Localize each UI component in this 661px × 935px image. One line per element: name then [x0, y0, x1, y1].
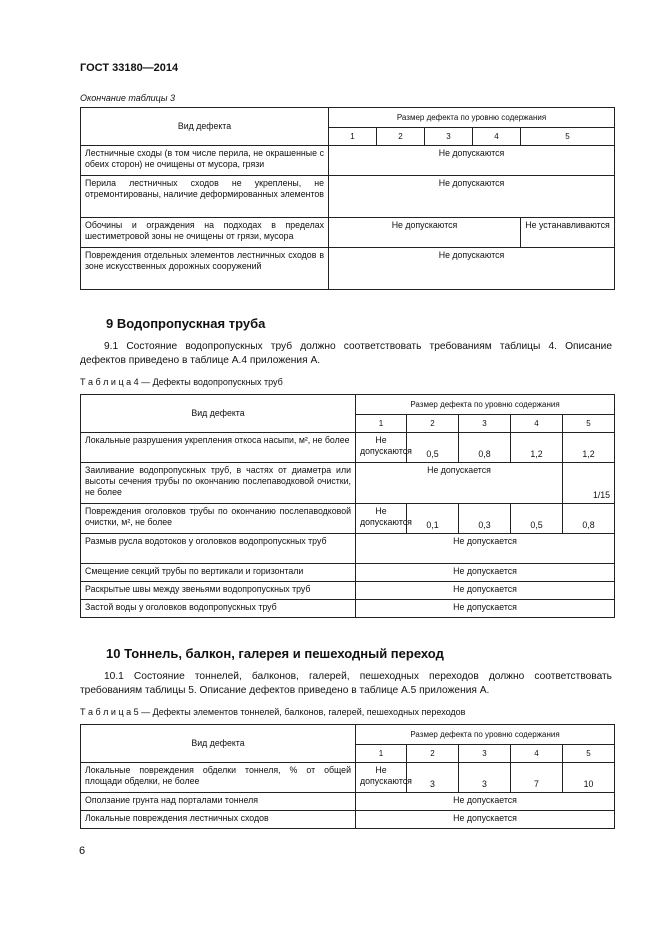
table3-row4-defect: Повреждения отдельных элементов лестничных сходов в зоне искусственных дорожных сооружений [81, 248, 329, 290]
table5-row1-v5: 10 [563, 763, 615, 793]
table4-row2-defect: Заиливание водопропускных труб, в частях от диаметра или высоты сечения трубы по окончанию послепаводковой очистки, не более [81, 463, 356, 504]
table5-row1-v2: 3 [407, 763, 459, 793]
table5-row2-value: Не допускается [356, 793, 615, 811]
table-row [81, 463, 615, 504]
section10-heading: 10 Тоннель, балкон, галерея и пешеходный переход [106, 646, 444, 661]
table5-header-size: Размер дефекта по уровню содержания [356, 725, 615, 745]
table5-row3-value: Не допускается [356, 811, 615, 829]
table4-row3-v3: 0,3 [459, 504, 511, 534]
table-row [81, 600, 615, 618]
table3-row2-value: Не допускаются [329, 176, 615, 218]
section9-heading: 9 Водопропускная труба [106, 316, 266, 331]
table4-row3-defect: Повреждения оголовков трубы по окончанию послепаводковой очистки, м², не более [81, 504, 356, 534]
table4 [80, 394, 615, 618]
table5-level-4: 4 [511, 745, 563, 763]
table3-header-defect: Вид дефекта [81, 108, 329, 146]
table-row [81, 534, 615, 564]
table-row [81, 811, 615, 829]
table4-row3-v5: 0,8 [563, 504, 615, 534]
table-row [81, 176, 615, 218]
table3-row3-defect: Обочины и ограждения на подходах в пределах шестиметровой зоны не очищены от грязи, мусора [81, 218, 329, 248]
table5-row1-defect: Локальные повреждения обделки тоннеля, % от общей площади обделки, не более [81, 763, 356, 793]
table4-row7-defect: Застой воды у оголовков водопропускных труб [81, 600, 356, 618]
table4-row7-value: Не допускается [356, 600, 615, 618]
table3-row1-value: Не допускаются [329, 146, 615, 176]
page-number: 6 [79, 845, 86, 857]
table-row [81, 763, 615, 793]
table4-row1-defect: Локальные разрушения укрепления откоса насыпи, м², не более [81, 433, 356, 463]
table4-row5-defect: Смещение секций трубы по вертикали и горизонтали [81, 564, 356, 582]
table5-row2-defect: Оползание грунта над порталами тоннеля [81, 793, 356, 811]
table4-row1-v5: 1,2 [563, 433, 615, 463]
table4-row3-v1: Не допускаются [356, 504, 407, 534]
table4-row4-value: Не допускается [356, 534, 615, 564]
table4-row2-v14: Не допускается [356, 463, 563, 504]
table4-row3-v2: 0,1 [407, 504, 459, 534]
table3-row2-defect: Перила лестничных сходов не укреплены, не отремонтированы, наличие деформированных элементов [81, 176, 329, 218]
section10-paragraph: 10.1 Состояние тоннелей, балконов, галерей, пешеходных переходов должно соответствовать требованиям таблицы 5. Описание дефектов приведено в таблице А.5 приложения А. [80, 671, 612, 696]
table4-row1-v4: 1,2 [511, 433, 563, 463]
table5-row1-v4: 7 [511, 763, 563, 793]
table4-header-size: Размер дефекта по уровню содержания [356, 395, 615, 415]
table4-row6-value: Не допускается [356, 582, 615, 600]
table5-row1-v3: 3 [459, 763, 511, 793]
table4-row3-v4: 0,5 [511, 504, 563, 534]
table3-caption: Окончание таблицы 3 [80, 93, 175, 103]
section9-paragraph: 9.1 Состояние водопропускных труб должно соответствовать требованиям таблицы 4. Описание дефектов приведено в таблице А.4 приложения А. [80, 341, 612, 366]
table3-level-4: 4 [473, 128, 521, 146]
table5-caption: Т а б л и ц а 5 — Дефекты элементов тоннелей, балконов, галерей, пешеходных переходов [80, 707, 466, 717]
table5-row1-v1: Не допускаются [356, 763, 407, 793]
table3-level-1: 1 [329, 128, 377, 146]
table4-row1-v3: 0,8 [459, 433, 511, 463]
table3-level-2: 2 [377, 128, 425, 146]
table5-header-defect: Вид дефекта [81, 725, 356, 763]
table-row [81, 433, 615, 463]
table4-level-4: 4 [511, 415, 563, 433]
table5-level-5: 5 [563, 745, 615, 763]
table3-row3-value5: Не устанавливаются [521, 218, 615, 248]
table3-row4-value: Не допускаются [329, 248, 615, 290]
table3-level-3: 3 [425, 128, 473, 146]
table3-row1-defect: Лестничные сходы (в том числе перила, не окрашенные с обеих сторон) не очищены от мусора, грязи [81, 146, 329, 176]
table-row [81, 582, 615, 600]
table3-row3-value: Не допускаются [329, 218, 521, 248]
table4-level-5: 5 [563, 415, 615, 433]
table-row [81, 146, 615, 176]
table5-level-2: 2 [407, 745, 459, 763]
standard-title: ГОСТ 33180—2014 [80, 62, 179, 74]
table4-row1-v2: 0,5 [407, 433, 459, 463]
table4-level-3: 3 [459, 415, 511, 433]
table4-row4-defect: Размыв русла водотоков у оголовков водопропускных труб [81, 534, 356, 564]
table4-row6-defect: Раскрытые швы между звеньями водопропускных труб [81, 582, 356, 600]
table4-caption: Т а б л и ц а 4 — Дефекты водопропускных труб [80, 377, 283, 387]
table4-row5-value: Не допускается [356, 564, 615, 582]
table5 [80, 724, 615, 829]
table4-level-1: 1 [356, 415, 407, 433]
table5-row3-defect: Локальные повреждения лестничных сходов [81, 811, 356, 829]
table4-row1-v1: Не допускаются [356, 433, 407, 463]
table5-level-3: 3 [459, 745, 511, 763]
table5-level-1: 1 [356, 745, 407, 763]
table-row [81, 793, 615, 811]
table4-level-2: 2 [407, 415, 459, 433]
table3-header-size: Размер дефекта по уровню содержания [329, 108, 615, 128]
table-row [81, 504, 615, 534]
table4-row2-v5: 1/15 [563, 463, 615, 504]
table-row [81, 218, 615, 248]
table-row [81, 248, 615, 290]
table3-level-5: 5 [521, 128, 615, 146]
table-row [81, 564, 615, 582]
table3 [80, 107, 615, 290]
table4-header-defect: Вид дефекта [81, 395, 356, 433]
